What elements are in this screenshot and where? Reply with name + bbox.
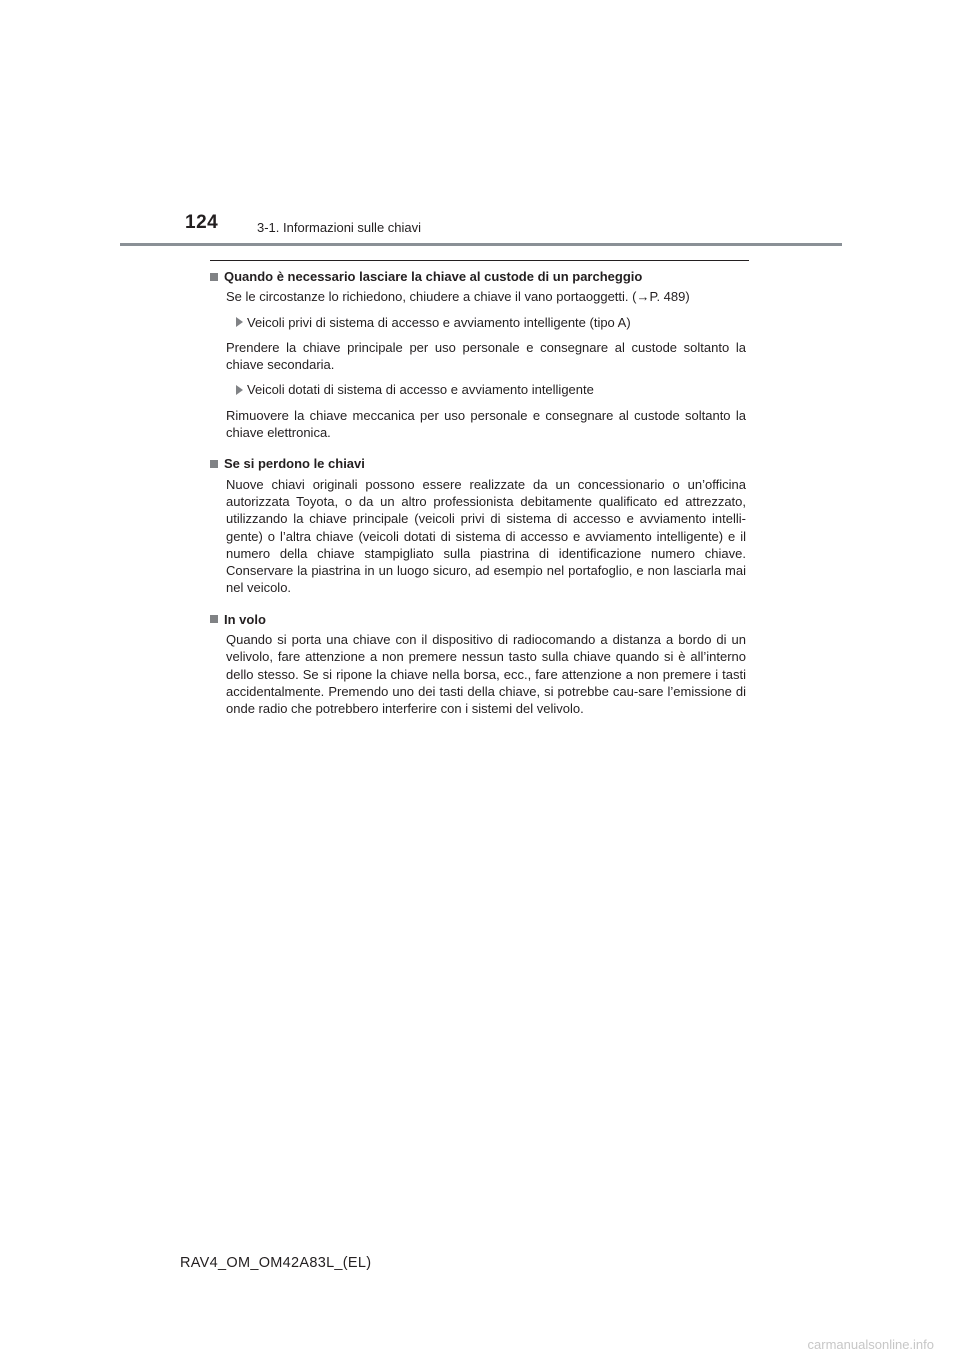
paragraph: Rimuovere la chiave meccanica per uso personale e consegnare al custode soltanto la chiave elettronica. [226,407,746,441]
paragraph: Se le circostanze lo richiedono, chiudere a chiave il vano portaoggetti. (→P. 489) [226,289,690,305]
sub-heading-text: Veicoli dotati di sistema di accesso e avviamento intelligente [247,382,594,398]
section-heading [210,611,746,628]
paragraph: Quando si porta una chiave con il dispositivo di radiocomando a distanza a bordo di un velivolo, fare attenzione a non premere nessun tasto sulla chiave quando si è all’interno dello stesso. Se si ripone la chiave nella borsa, ecc., fare attenzione a non premere i tasti accidentalmente. Premendo uno dei tasti della chiave, si potrebbe cau-sare l’emissione di onde radio che potrebbero interferire con i sistemi del velivolo. [226,632,746,717]
header-rule [120,243,842,246]
square-bullet-icon [210,273,218,281]
triangle-bullet-icon [236,317,243,327]
square-bullet-icon [210,460,218,468]
content-rule [210,260,749,261]
sub-heading [236,381,746,398]
paragraph: Nuove chiavi originali possono essere realizzate da un concessionario o un’officina autorizzata Toyota, o da un altro professionista debitamente qualificato ed attrezzato, utilizzando la chiave principale (veicoli privi di sistema di accesso e avviamento intelli-gente) o l’altra chiave (veicoli dotati di sistema di accesso e avviamento intelligente) e il numero della chiave stampigliato sulla piastrina di identificazione numero chiave. Conservare la piastrina in un luogo sicuro, ad esempio nel portafoglio, e non lasciarla mai nel veicolo. [226,476,746,596]
page-number: 124 [185,212,219,233]
section-heading-text: Quando è necessario lasciare la chiave al custode di un parcheggio [224,269,643,284]
content-body [210,268,746,726]
section-heading [210,455,746,472]
section-heading-text: Se si perdono le chiavi [224,456,365,472]
sub-heading [236,314,746,331]
section-heading [210,268,746,285]
paragraph: Prendere la chiave principale per uso personale e consegnare al custode soltanto la chiave secondaria. [226,339,746,373]
document-code: RAV4_OM_OM42A83L_(EL) [180,1255,372,1271]
triangle-bullet-icon [236,385,243,395]
section-title: 3-1. Informazioni sulle chiavi [257,220,422,235]
section-heading-text: In volo [224,611,266,627]
square-bullet-icon [210,615,218,623]
sub-heading-text: Veicoli privi di sistema di accesso e avviamento intelligente (tipo A) [247,314,631,330]
watermark: carmanualsonline.info [807,1337,934,1352]
